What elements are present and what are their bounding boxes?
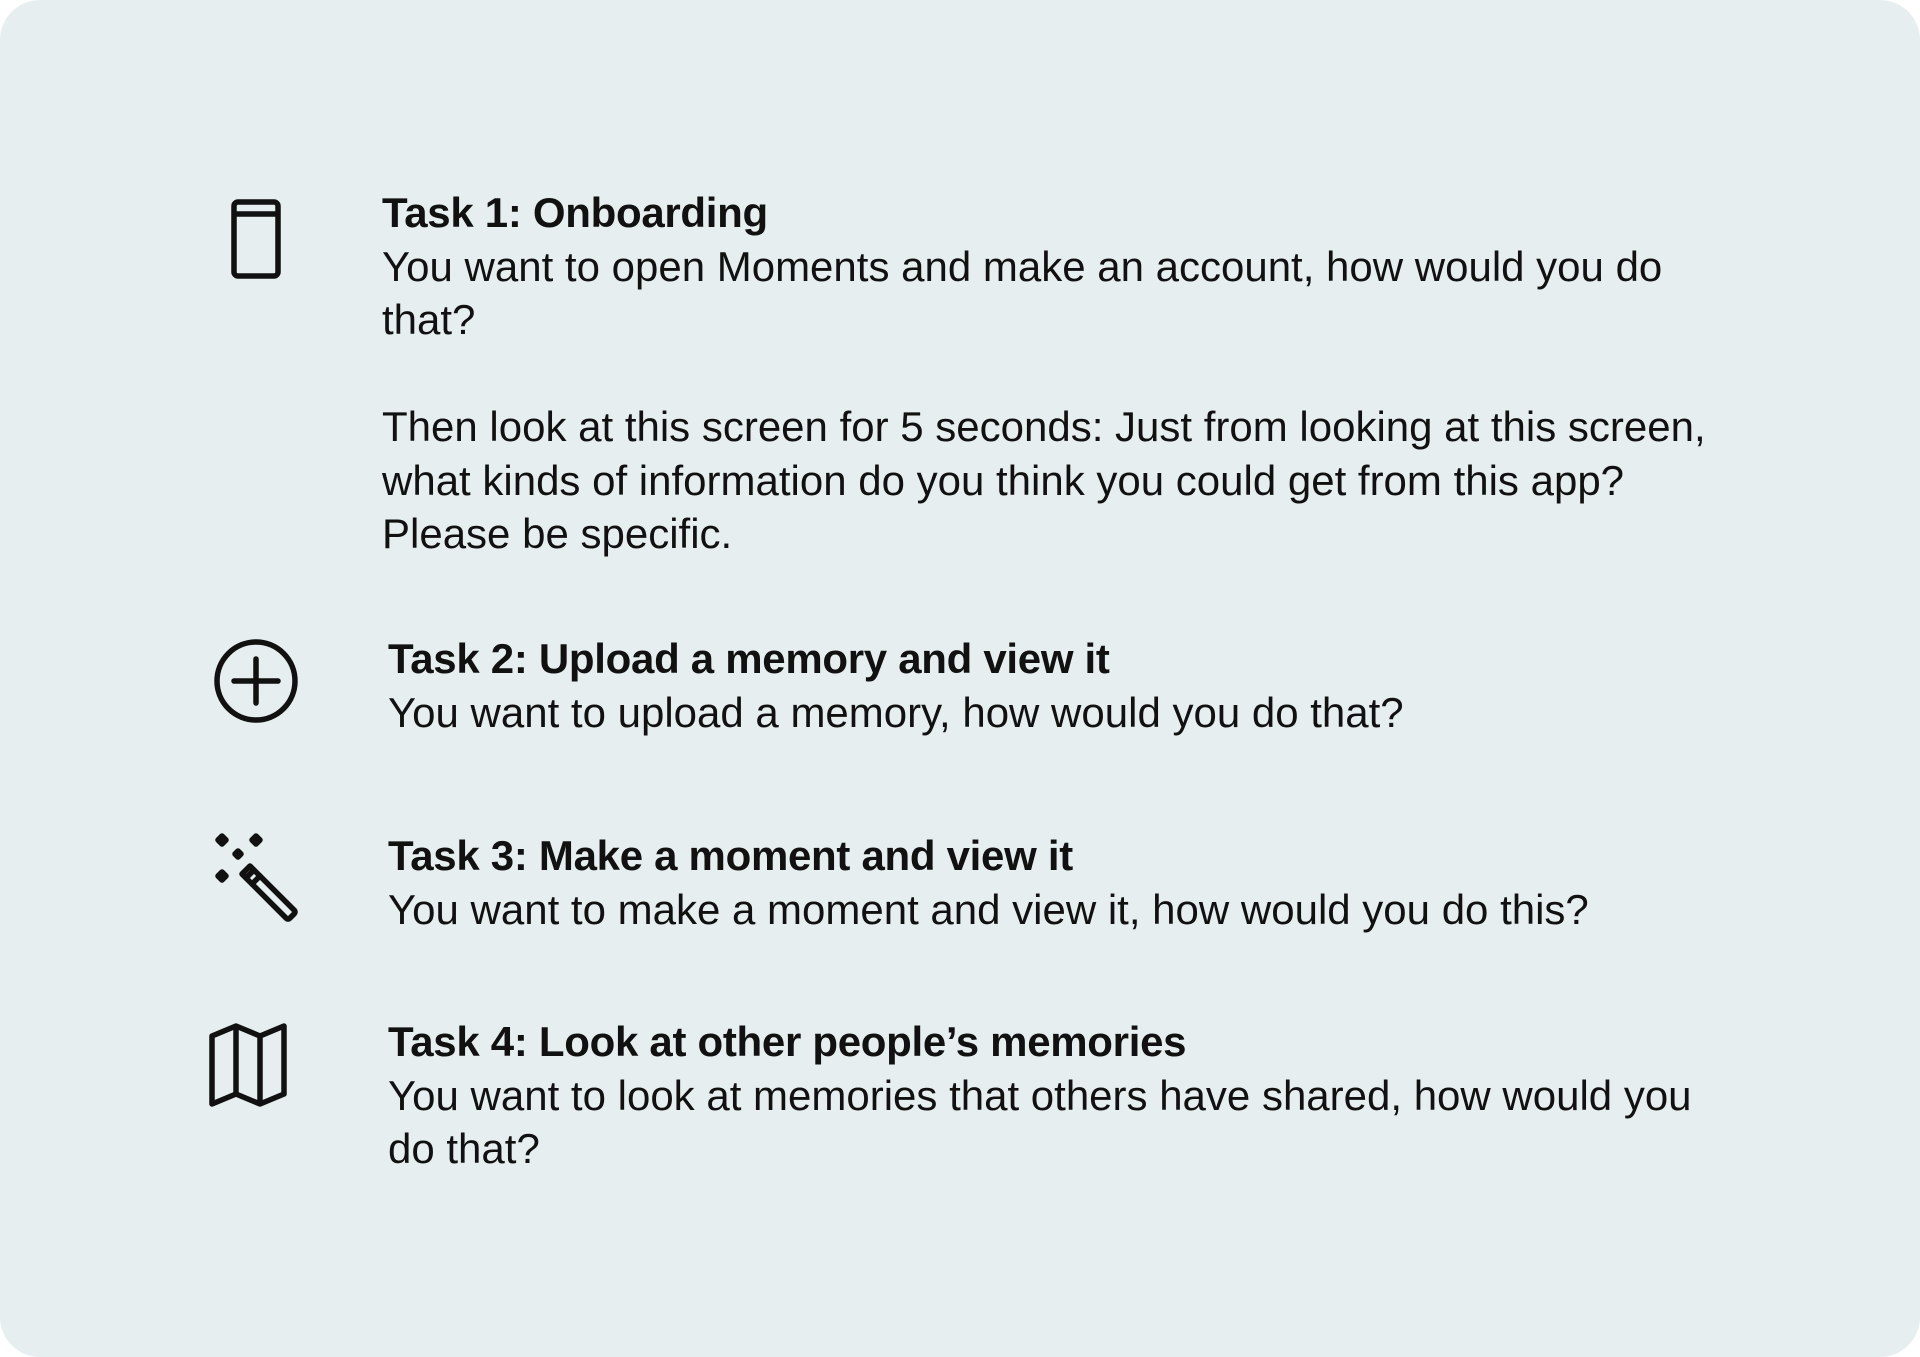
task-text-4: [388, 1015, 1828, 1176]
phone-icon: [198, 178, 318, 298]
task-description: Then look at this screen for 5 seconds: Just from looking at this screen, what kinds of information do you think you could get from this app? Please be specific.: [382, 403, 1706, 557]
task-description: You want to make a moment and view it, how would you do this?: [388, 885, 1589, 933]
plus-circle-icon: [198, 622, 318, 742]
task-description: You want to open Moments and make an account, how would you do that?: [382, 242, 1663, 343]
task-title: Task 4: Look at other people’s memories: [388, 1018, 1187, 1065]
task-description: You want to look at memories that others have shared, how would you do that?: [388, 1071, 1692, 1172]
task-text-3: [388, 829, 1828, 936]
task-text-1: [382, 186, 1822, 561]
task-title: Task 1: Onboarding: [382, 189, 768, 236]
task-description: You want to upload a memory, how would you do that?: [388, 688, 1404, 736]
map-icon: [198, 1004, 318, 1124]
magic-wand-icon: [198, 820, 318, 940]
task-text-2: [388, 632, 1828, 739]
task-title: Task 2: Upload a memory and view it: [388, 635, 1110, 682]
task-title: Task 3: Make a moment and view it: [388, 832, 1073, 879]
